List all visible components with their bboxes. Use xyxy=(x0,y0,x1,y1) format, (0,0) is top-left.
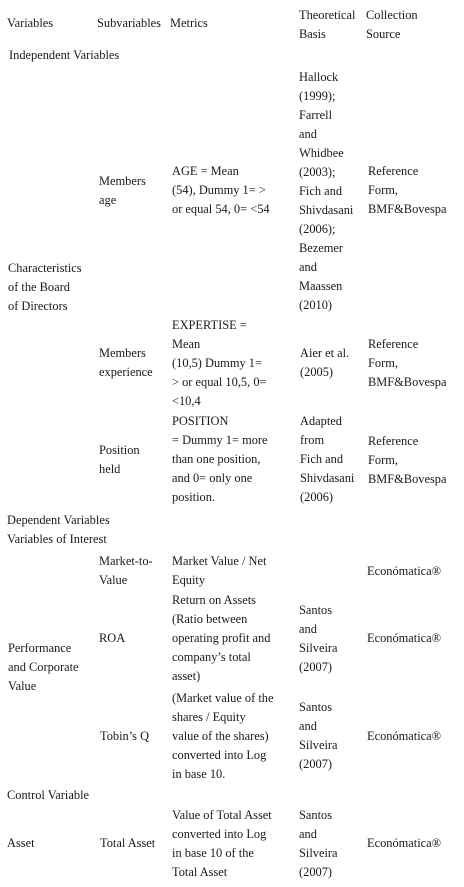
header-metrics: Metrics xyxy=(170,16,208,30)
group-performance-corporate-value: Performance and Corporate Value xyxy=(8,641,79,693)
group-board-of-directors: Characteristics of the Board of Directors xyxy=(8,261,82,313)
basis-members-age: Hallock (1999); Farrell and Whidbee (2003); Fich and Shivdasani (2006); Bezemer and Maassen (2010) xyxy=(299,70,354,312)
basis-total-asset: Santos and Silveira (2007) xyxy=(299,808,338,879)
subvariable-position-held: Position held xyxy=(99,443,140,476)
basis-position-held: Adapted from Fich and Shivdasani (2006) xyxy=(300,414,355,504)
section-dependent-variables: Dependent Variables xyxy=(7,513,110,527)
header-variables: Variables xyxy=(7,16,54,30)
subvariable-market-to-value: Market-to- Value xyxy=(99,554,153,587)
subvariable-members-experience: Members experience xyxy=(99,346,153,379)
metric-market-to-value: Market Value / Net Equity xyxy=(172,554,267,587)
header-theoretical-basis: Theoretical Basis xyxy=(299,8,356,41)
source-market-to-value: Económatica® xyxy=(367,564,442,578)
source-position-held: Reference Form, BMF&Bovespa xyxy=(368,434,447,486)
group-asset: Asset xyxy=(7,836,35,850)
metric-total-asset: Value of Total Asset converted into Log in base 10 of the Total Asset xyxy=(172,808,272,879)
basis-members-experience: Aier et al. (2005) xyxy=(300,346,350,379)
subvariable-total-asset: Total Asset xyxy=(100,836,156,850)
source-total-asset: Económatica® xyxy=(367,836,442,850)
source-members-age: Reference Form, BMF&Bovespa xyxy=(368,164,447,216)
header-subvariables: Subvariables xyxy=(97,16,162,30)
subvariable-roa: ROA xyxy=(99,631,126,645)
metric-tobins-q: (Market value of the shares / Equity value of the shares) converted into Log in base 10. xyxy=(172,691,274,781)
metric-position-held: POSITION = Dummy 1= more than one position, and 0= only one position. xyxy=(172,414,268,504)
source-members-experience: Reference Form, BMF&Bovespa xyxy=(368,337,447,389)
subvariable-tobins-q: Tobin’s Q xyxy=(100,729,150,743)
subvariable-members-age: Members age xyxy=(99,174,146,207)
basis-tobins-q: Santos and Silveira (2007) xyxy=(299,700,338,771)
section-independent-variables: Independent Variables xyxy=(9,48,120,62)
metric-roa: Return on Assets (Ratio between operating profit and company’s total asset) xyxy=(172,593,271,683)
source-roa: Económatica® xyxy=(367,631,442,645)
basis-roa: Santos and Silveira (2007) xyxy=(299,603,338,674)
metric-members-age: AGE = Mean (54), Dummy 1= > or equal 54, 0= <54 xyxy=(172,164,270,216)
source-tobins-q: Económatica® xyxy=(367,729,442,743)
metric-members-experience: EXPERTISE = Mean (10,5) Dummy 1= > or equal 10,5, 0= <10,4 xyxy=(172,318,267,408)
section-control-variable: Control Variable xyxy=(7,788,90,802)
header-collection-source: Collection Source xyxy=(366,8,418,41)
section-variables-of-interest: Variables of Interest xyxy=(7,532,107,546)
